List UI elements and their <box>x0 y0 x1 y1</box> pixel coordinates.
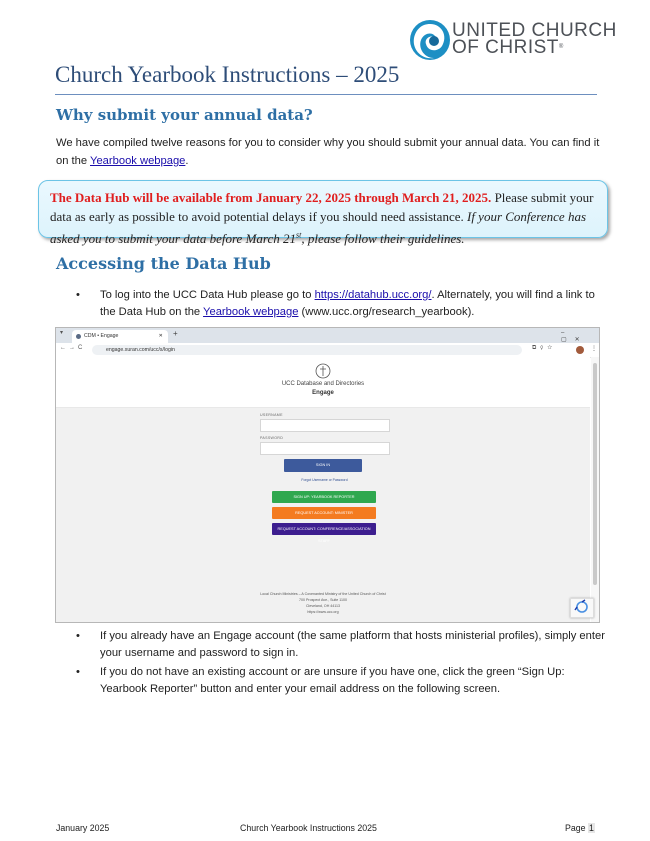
bullet-text-existing: If you already have an Engage account (the same platform that hosts ministerial profiles), simply enter your username and password to sign in. <box>100 630 605 659</box>
request-account-staff-button[interactable]: REQUEST ACCOUNT: CONFERENCE/ASSOCIATION STAFF <box>272 523 376 535</box>
ucc-comma-logo-icon <box>408 16 452 66</box>
access-text-c: (www.ucc.org/research_yearbook). <box>298 306 475 318</box>
page-label: Page <box>565 823 588 833</box>
yearbook-webpage-link-2[interactable]: Yearbook webpage <box>203 306 299 318</box>
access-text-b: . Alternately, you will find a link to the Data Hub on the <box>100 289 595 318</box>
kebab-menu-icon[interactable]: ⋮ <box>591 346 597 352</box>
ucc-seal-icon <box>315 363 331 379</box>
access-heading: Accessing the Data Hub <box>56 254 271 273</box>
tab-close-icon[interactable]: ✕ <box>158 333 163 339</box>
tab-title: CDM • Engage <box>84 333 119 339</box>
bullet-dot: • <box>76 289 80 301</box>
why-heading: Why submit your annual data? <box>56 106 313 124</box>
footer-page <box>565 823 595 833</box>
username-label: USERNAME <box>260 413 283 417</box>
username-input[interactable] <box>260 419 390 432</box>
registered-mark: ® <box>558 44 564 50</box>
browser-address-bar <box>56 343 599 358</box>
request-account-minister-button[interactable]: REQUEST ACCOUNT: MINISTER <box>272 507 376 519</box>
why-paragraph <box>56 134 601 170</box>
new-tab-icon[interactable]: + <box>173 329 178 338</box>
footer-date: January 2025 <box>56 823 110 833</box>
callout-text <box>50 188 602 248</box>
access-text-a: To log into the UCC Data Hub please go to <box>100 289 315 301</box>
datahub-link[interactable]: https://datahub.ucc.org/ <box>314 289 432 301</box>
title-divider <box>55 94 597 95</box>
page-title: Church Yearbook Instructions – 2025 <box>55 62 400 87</box>
engage-footer-line-4: https://www.ucc.org <box>307 610 339 614</box>
app-name: Engage <box>312 390 334 396</box>
yearbook-webpage-link[interactable]: Yearbook webpage <box>90 155 186 167</box>
why-text: We have compiled twelve reasons for you to consider why you should submit your annual data. You can find it on the <box>56 137 600 167</box>
tab-favicon-icon <box>76 334 81 339</box>
callout-dates: The Data Hub will be available from January 22, 2025 through March 21, 2025. <box>50 190 492 205</box>
instruction-bullets <box>76 628 606 698</box>
logo-line-2-text: OF CHRIST <box>452 37 559 58</box>
recaptcha-icon <box>571 599 593 617</box>
url-text: engage.xuran.com/ucc/s/login <box>106 347 175 353</box>
url-input[interactable] <box>92 345 522 355</box>
sign-up-yearbook-reporter-button[interactable]: SIGN UP: YEARBOOK REPORTER <box>272 491 376 503</box>
org-title: UCC Database and Directories <box>281 381 365 387</box>
logo-wordmark <box>452 22 617 56</box>
access-bullet <box>76 287 606 321</box>
callout-italic-a: If your Conference has asked you to submit your data before March 21 <box>50 209 587 247</box>
window-controls: –▢✕ <box>561 330 588 343</box>
password-label: PASSWORD <box>260 436 284 440</box>
profile-avatar-icon[interactable] <box>576 346 584 354</box>
engage-login-screenshot <box>55 327 600 623</box>
scrollbar-thumb[interactable] <box>593 363 597 585</box>
logo-line-2 <box>452 39 617 56</box>
callout-body: Please submit your data as early as possible to avoid potential delays if you should need assistance. <box>50 190 594 224</box>
callout-italic-b: , please follow their guidelines. <box>301 231 465 247</box>
logo-line-1: UNITED CHURCH <box>452 20 617 41</box>
bullet-dot: • <box>76 666 80 678</box>
toolbar-icons: ⧉⚲☆ <box>532 345 557 351</box>
bullet-item <box>76 664 606 698</box>
engage-footer-line-3: Cleveland, OH 44113 <box>305 604 341 608</box>
bullet-item <box>76 628 606 662</box>
ucc-logo <box>408 16 452 66</box>
password-input[interactable] <box>260 442 390 455</box>
footer-title: Church Yearbook Instructions 2025 <box>240 823 377 833</box>
engage-footer-line-1: Local Church Ministries – A Covenanted Ministry of the United Church of Christ <box>260 592 386 596</box>
forgot-link[interactable]: Forgot Username or Password <box>301 478 348 482</box>
recaptcha-badge[interactable] <box>570 598 594 618</box>
browser-tab[interactable] <box>72 330 168 343</box>
access-bullet-row <box>76 287 606 321</box>
browser-tab-bar <box>56 328 599 343</box>
bullet-text-new: If you do not have an existing account or are unsure if you have one, click the green “Sign Up: Yearbook Reporter” button and enter your email address on the following screen. <box>100 666 565 695</box>
page-number: 1 <box>589 823 594 833</box>
tab-menu-icon: ▾ <box>60 330 64 336</box>
callout-sup: st <box>296 231 302 240</box>
engage-footer-line-2: 700 Prospect Ave., Suite 1100 <box>298 598 348 602</box>
bullet-dot: • <box>76 630 80 642</box>
nav-icons: ←→C <box>60 345 86 351</box>
sign-in-button[interactable]: SIGN IN <box>284 459 362 472</box>
why-end: . <box>185 155 189 167</box>
